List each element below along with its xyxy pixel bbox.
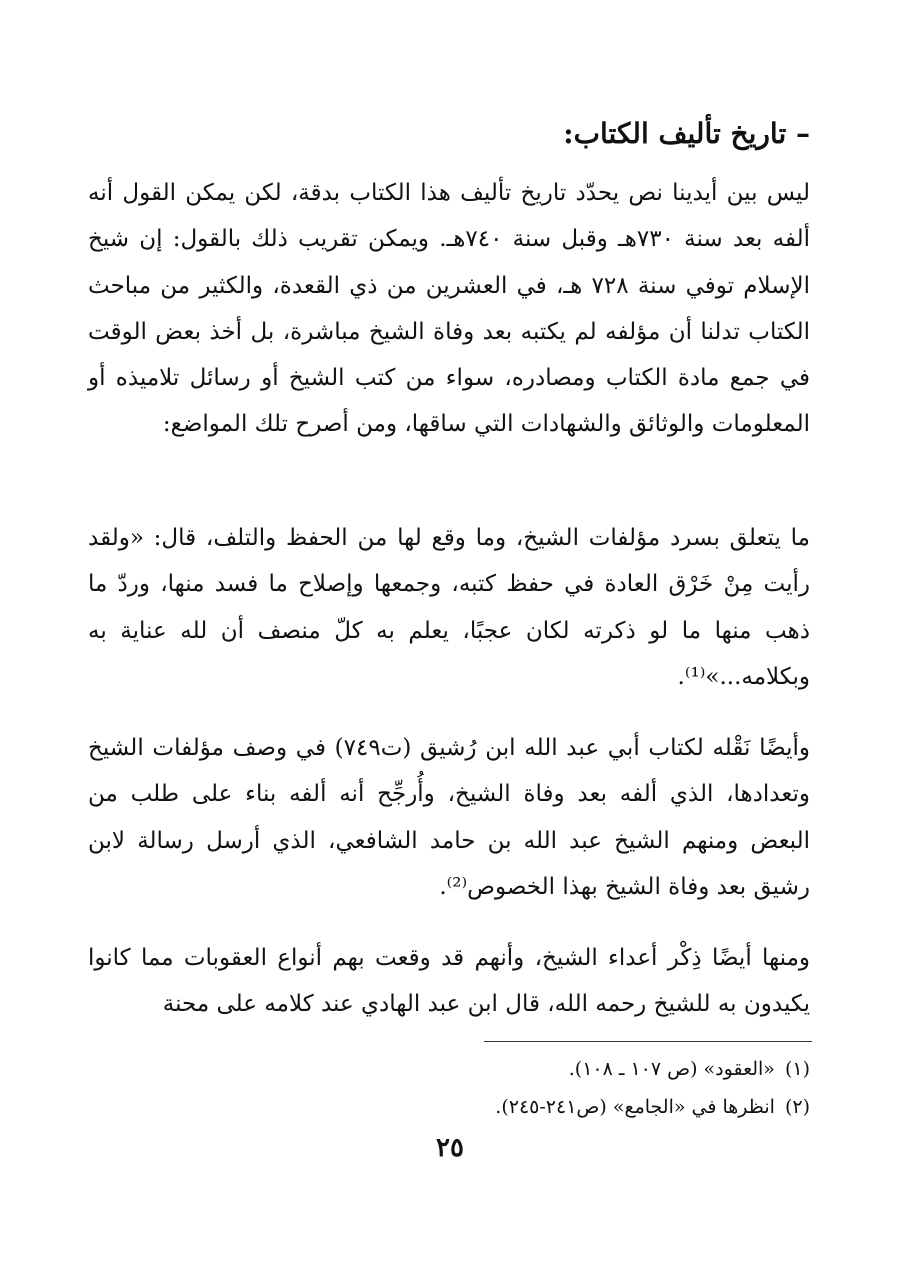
paragraph-4: ومنها أيضًا ذِكْر أعداء الشيخ، وأنهم قد وقعت بهم أنواع العقوبات مما كانوا يكيدون به للشيخ رحمه الله، قال ابن عبد الهادي عند كلامه على محنة — [88, 945, 810, 1018]
footnotes — [88, 1050, 810, 1126]
footnote-1-text: «العقود» (ص ١٠٧ ـ ١٠٨). — [568, 1058, 775, 1080]
footnote-2 — [88, 1088, 810, 1126]
footnote-1-number: (١) — [784, 1058, 810, 1080]
footnote-2-text: انظرها في «الجامع» (ص٢٤١-٢٤٥). — [495, 1096, 775, 1118]
page-number: ٢٥ — [436, 1133, 464, 1163]
paragraph-3: وأيضًا نَقْله لكتاب أبي عبد الله ابن رُشيق (ت٧٤٩) في وصف مؤلفات الشيخ وتعدادها، الذي ألفه بعد وفاة الشيخ، وأُرجِّح أنه ألفه بناء على طلب من البعض ومنهم الشيخ عبد الله بن حامد الشافعي، الذي أرسل رسالة لابن رشيق بعد وفاة الشيخ بهذا الخصوص⁽²⁾. — [88, 735, 810, 900]
paragraph-1: ليس بين أيدينا نص يحدّد تاريخ تأليف هذا الكتاب بدقة، لكن يمكن القول أنه ألفه بعد سنة ٧٣٠هـ وقبل سنة ٧٤٠هـ. ويمكن تقريب ذلك بالقول: إن شيخ الإسلام توفي سنة ٧٢٨ هـ، في العشرين من ذي القعدة، والكثير من مباحث الكتاب تدلنا أن مؤلفه لم يكتبه بعد وفاة الشيخ مباشرة، بل أخذ بعض الوقت في جمع مادة الكتاب ومصادره، سواء من كتب الشيخ أو رسائل تلاميذه أو المعلومات والوثائق والشهادات التي ساقها، ومن أصرح تلك المواضع: — [88, 180, 811, 438]
section-heading: – تاريخ تأليف الكتاب: — [563, 117, 810, 150]
footnote-2-number: (٢) — [784, 1096, 810, 1118]
footnote-divider — [484, 1041, 812, 1042]
paragraph-2: ما يتعلق بسرد مؤلفات الشيخ، وما وقع لها من الحفظ والتلف، قال: «ولقد رأيت مِنْ خَرْق العادة في حفظ كتبه، وجمعها وإصلاح ما فسد منها، وردّ ما ذهب منها ما لو ذكرته لكان عجبًا، يعلم به كلّ منصف أن لله عناية به وبكلامه...»⁽¹⁾. — [88, 525, 810, 690]
footnote-1 — [88, 1050, 810, 1088]
